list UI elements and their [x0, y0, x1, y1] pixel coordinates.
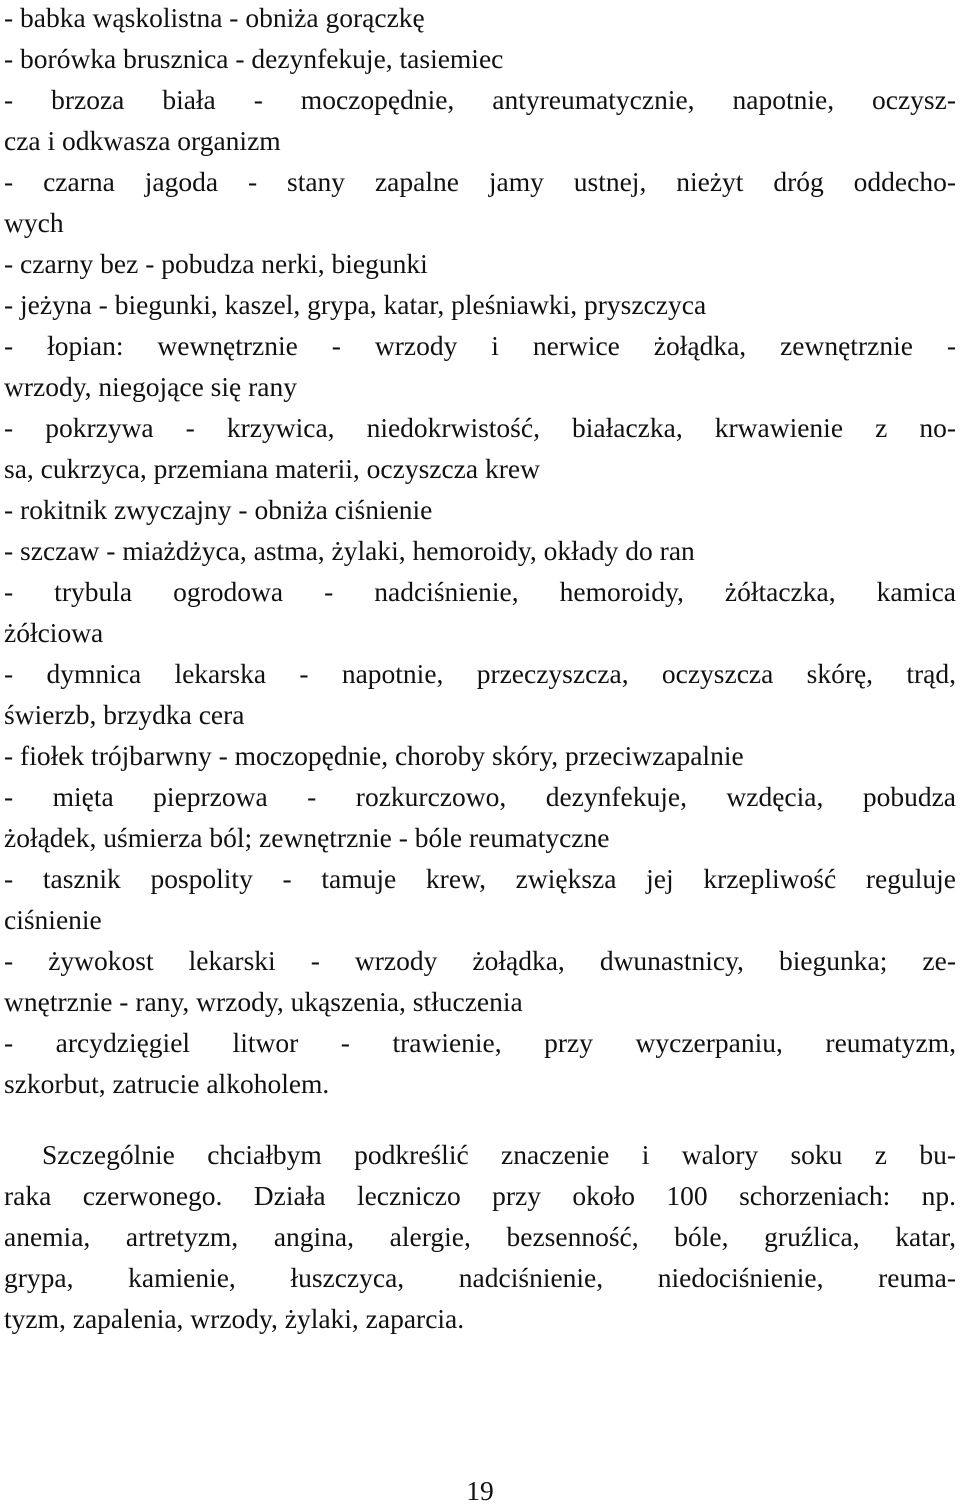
list_lines-line: - żywokost lekarski - wrzody żołądka, dwunastnicy, biegunka; ze- [4, 945, 956, 976]
list_lines-line: świerzb, brzydka cera [4, 699, 245, 730]
paragraph_lines-line: Szczególnie chciałbym podkreślić znaczenie i walory soku z bu- [42, 1139, 956, 1170]
list_lines-line: - borówka brusznica - dezynfekuje, tasiemiec [4, 43, 504, 74]
list_lines-line: - łopian: wewnętrznie - wrzody i nerwice żołądka, zewnętrznie - [4, 330, 956, 361]
paragraph_lines-line: anemia, artretyzm, angina, alergie, bezsenność, bóle, gruźlica, katar, [4, 1221, 956, 1252]
list_lines-line: żółciowa [4, 617, 104, 648]
list_lines-line: - jeżyna - biegunki, kaszel, grypa, katar, pleśniawki, pryszczyca [4, 289, 707, 320]
list_lines-line: wrzody, niegojące się rany [4, 371, 297, 402]
list_lines-line: żołądek, uśmierza ból; zewnętrznie - bóle reumatyczne [4, 822, 610, 853]
list_lines-line: - fiołek trójbarwny - moczopędnie, choroby skóry, przeciwzapalnie [4, 740, 744, 771]
list_lines-line: - tasznik pospolity - tamuje krew, zwiększa jej krzepliwość reguluje [4, 863, 956, 894]
list_lines-line: - trybula ogrodowa - nadciśnienie, hemoroidy, żółtaczka, kamica [4, 576, 956, 607]
list_lines-line: wnętrznie - rany, wrzody, ukąszenia, stłuczenia [4, 986, 523, 1017]
list_lines-line: - czarna jagoda - stany zapalne jamy ustnej, nieżyt dróg oddecho- [4, 166, 956, 197]
list_lines-line: wych [4, 207, 64, 238]
list_lines-line: cza i odkwasza organizm [4, 125, 281, 156]
list_lines-line: szkorbut, zatrucie alkoholem. [4, 1068, 330, 1099]
list_lines-line: ciśnienie [4, 904, 102, 935]
list_lines-line: - brzoza biała - moczopędnie, antyreumatycznie, napotnie, oczysz- [4, 84, 956, 115]
list_lines-line: - czarny bez - pobudza nerki, biegunki [4, 248, 428, 279]
paragraph_lines-line: raka czerwonego. Działa leczniczo przy około 100 schorzeniach: np. [4, 1180, 956, 1211]
list_lines-line: - rokitnik zwyczajny - obniża ciśnienie [4, 494, 433, 525]
list_lines-line: - babka wąskolistna - obniża gorączkę [4, 2, 425, 33]
list_lines-line: - pokrzywa - krzywica, niedokrwistość, białaczka, krwawienie z no- [4, 412, 956, 443]
paragraph_lines-line: grypa, kamienie, łuszczyca, nadciśnienie, niedociśnienie, reuma- [4, 1262, 956, 1293]
list_lines-line: - szczaw - miażdżyca, astma, żylaki, hemoroidy, okłady do ran [4, 535, 695, 566]
list_lines-line: - mięta pieprzowa - rozkurczowo, dezynfekuje, wzdęcia, pobudza [4, 781, 956, 812]
list_lines-line: - dymnica lekarska - napotnie, przeczyszcza, oczyszcza skórę, trąd, [4, 658, 956, 689]
list_lines-line: sa, cukrzyca, przemiana materii, oczyszcza krew [4, 453, 540, 484]
list_lines-line: - arcydzięgiel litwor - trawienie, przy wyczerpaniu, reumatyzm, [4, 1027, 956, 1058]
page-number: 19 [466, 1475, 494, 1506]
paragraph_lines-line: tyzm, zapalenia, wrzody, żylaki, zaparcia. [4, 1303, 465, 1334]
